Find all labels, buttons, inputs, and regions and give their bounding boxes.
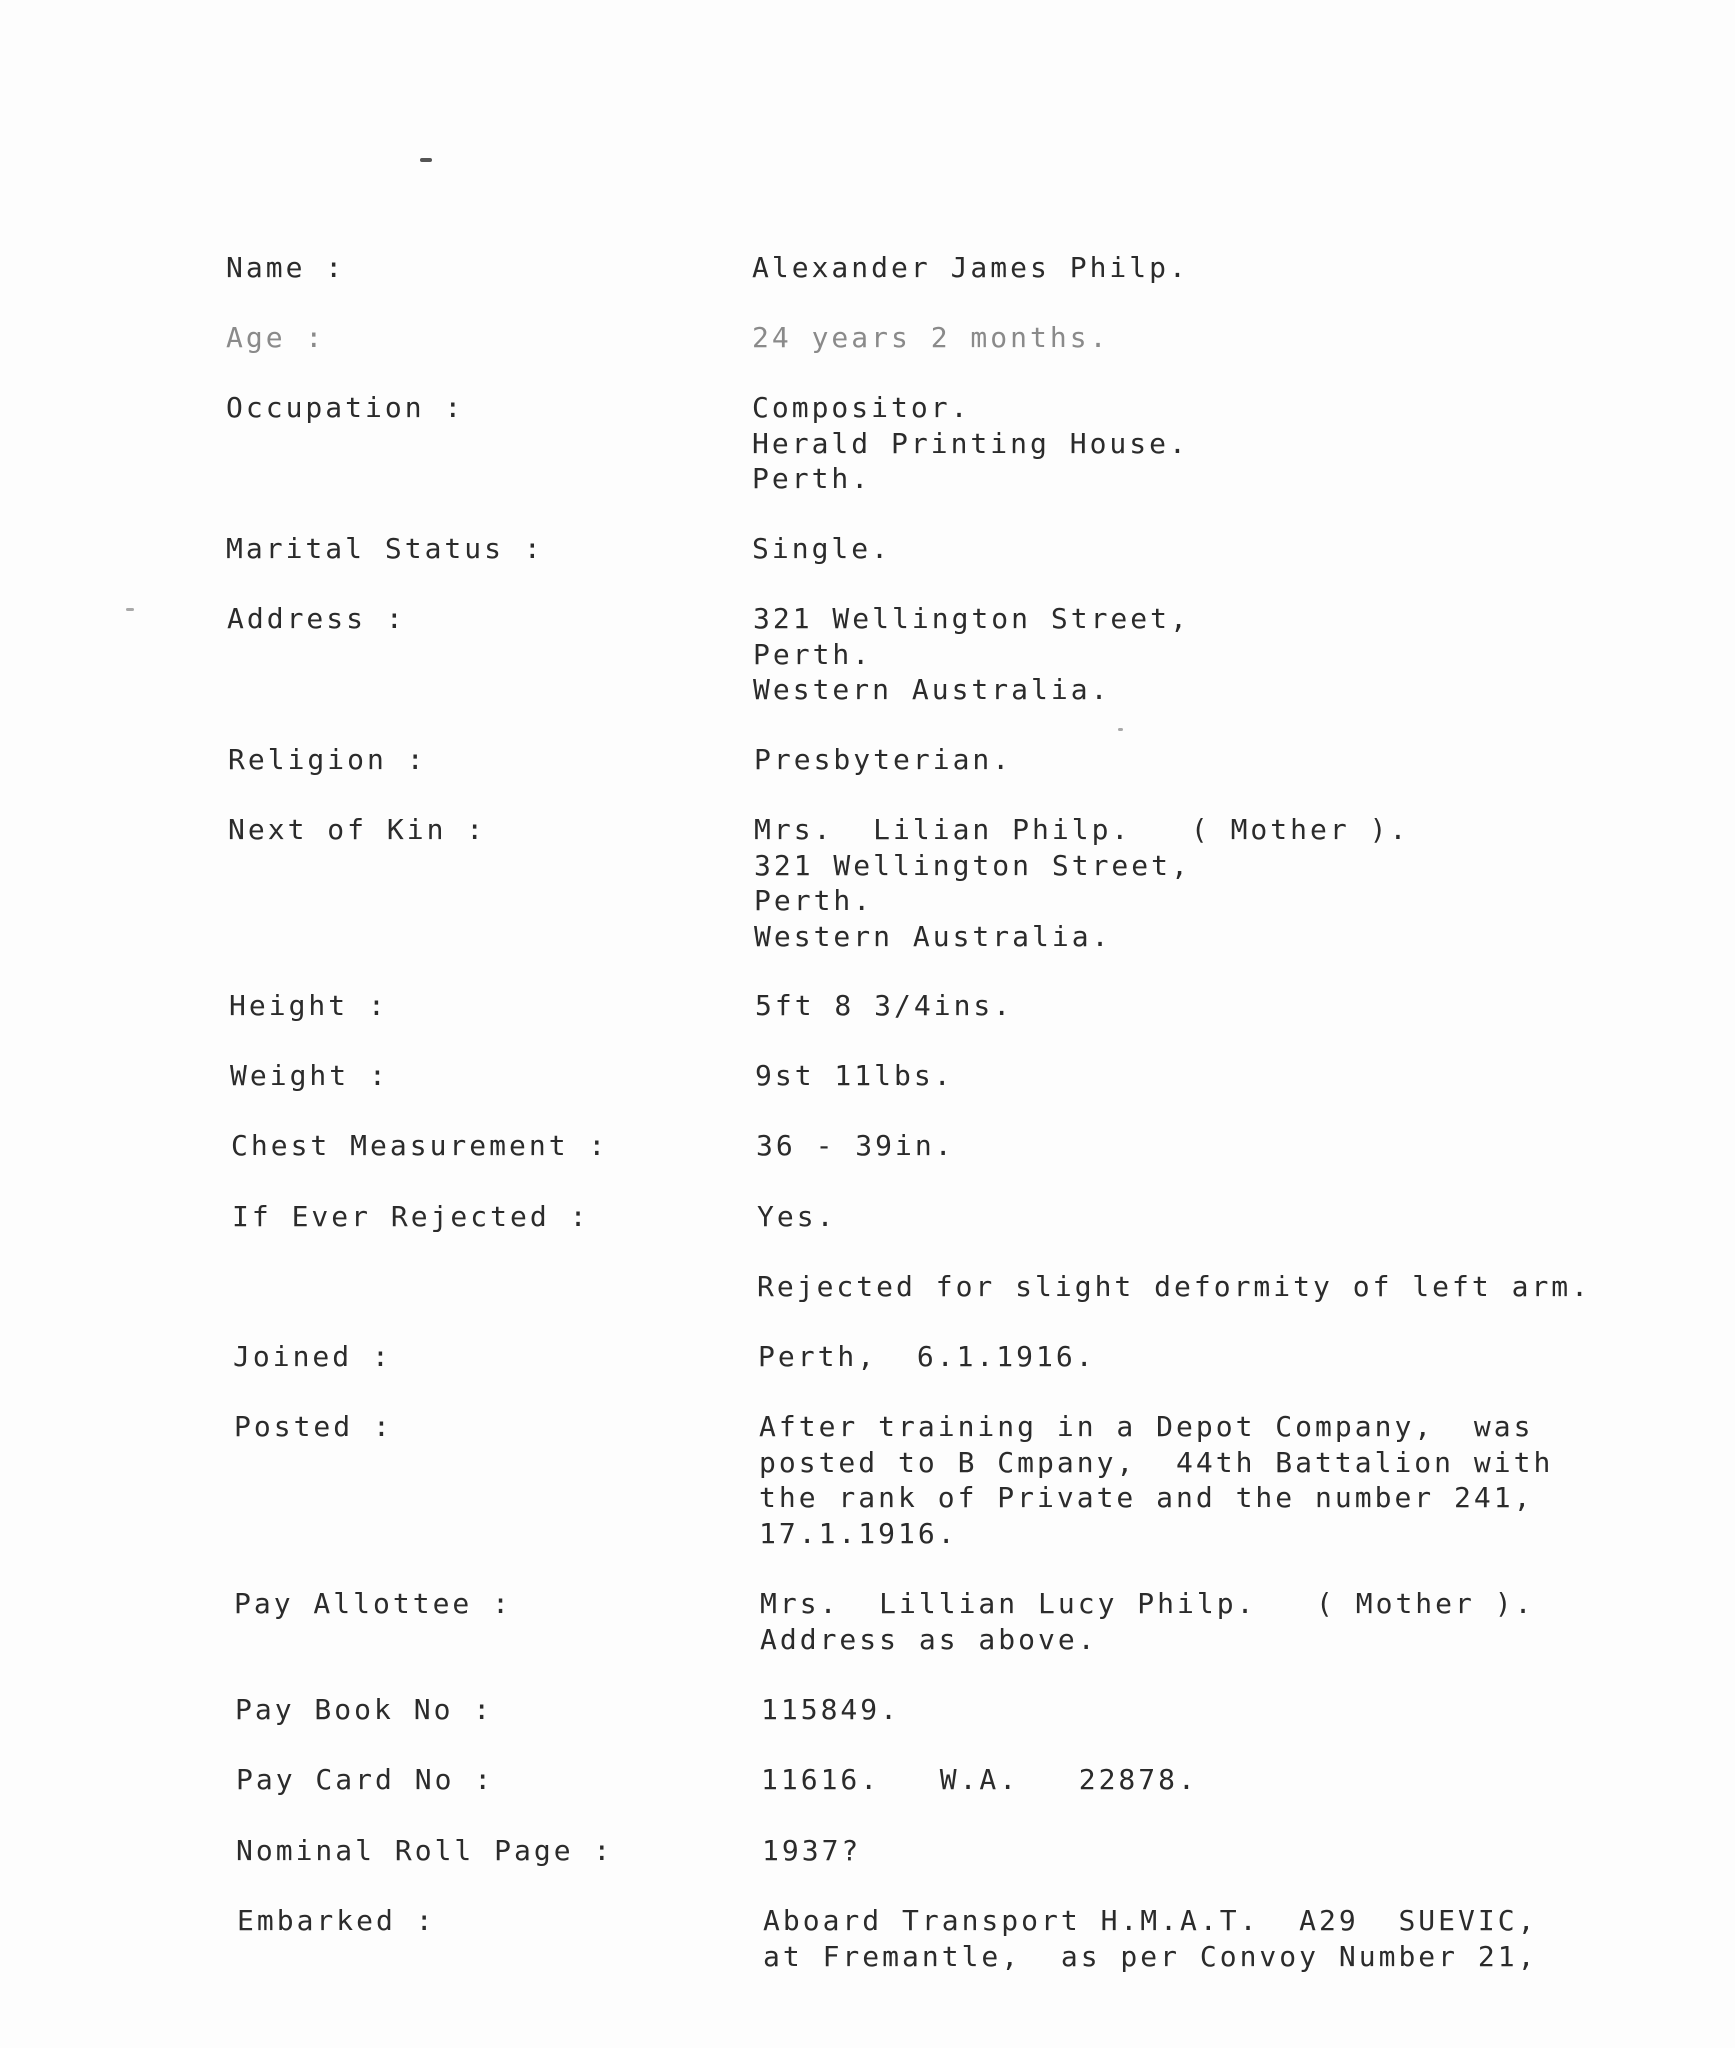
field-label: Nominal Roll Page : [236,1834,614,1867]
field-value-line: at Fremantle, as per Convoy Number 21, [763,1939,1538,1973]
field-value-line: 321 Wellington Street, [754,848,1191,882]
field-value [752,390,1189,497]
field-value-line: Western Australia. [754,919,1112,953]
field-label: Name : [226,251,346,284]
field-value [758,1339,1096,1375]
field-value [759,1409,1553,1551]
field-label: Address : [227,602,406,635]
field-value [757,1269,1591,1305]
field-label: Pay Book No : [235,1693,494,1726]
scan-speck [126,608,134,611]
scan-speck [420,158,432,162]
field-value-line: Mrs. Lilian Philp. ( Mother ). [754,813,1410,846]
field-value [762,1833,861,1869]
field-value-line: 9st 11lbs. [755,1059,954,1092]
field-label: If Ever Rejected : [232,1200,590,1233]
field-value [753,601,1190,708]
field-label: Posted : [234,1410,393,1443]
field-value [756,1128,955,1164]
field-value-line: Perth. [753,637,873,671]
field-value-line: 321 Wellington Street, [753,602,1190,635]
field-label: Religion : [228,743,427,776]
field-value-line: Rejected for slight deformity of left arm. [757,1270,1592,1303]
field-value-line: Aboard Transport H.M.A.T. A29 SUEVIC, [763,1904,1538,1937]
field-label: Age : [226,321,326,354]
field-label: Pay Allottee : [234,1587,513,1620]
field-value [763,1903,1537,1974]
field-label: Occupation : [226,391,465,424]
field-value-line: Presbyterian. [754,743,1013,776]
field-value-line: Perth. [752,462,872,495]
field-label: Next of Kin : [228,813,487,846]
field-value-line: Yes. [757,1200,837,1233]
field-label: Joined : [233,1340,392,1373]
field-value [757,1199,836,1235]
field-value-line: Alexander James Philp. [752,251,1189,284]
field-value-line: Single. [752,532,892,565]
field-label: Embarked : [237,1904,436,1937]
field-value-line: After training in a Depot Company, was [759,1410,1534,1443]
field-label: Height : [229,989,388,1022]
field-value-line: Address as above. [760,1622,1098,1656]
field-value-line: the rank of Private and the number 241, [759,1481,1534,1514]
scan-speck [1118,728,1123,731]
field-value [754,812,1409,954]
field-value-line: posted to B Cmpany, 44th Battalion with [759,1445,1554,1479]
field-value-line: Compositor. [752,391,971,424]
field-value-line: Perth, 6.1.1916. [758,1340,1096,1373]
field-value [754,742,1012,778]
field-value-line: 36 - 39in. [756,1129,955,1162]
field-value [760,1586,1534,1657]
field-value-line: Herald Printing House. [752,426,1189,460]
field-value-line: 115849. [761,1693,901,1726]
field-value-line: 11616. W.A. 22878. [761,1763,1198,1796]
field-value [752,250,1189,286]
field-value [752,531,891,567]
field-value [755,988,1013,1024]
field-value-line: 17.1.1916. [759,1516,958,1550]
field-value-line: Western Australia. [753,673,1111,706]
field-value-line: 5ft 8 3/4ins. [755,989,1014,1022]
field-value-line: Mrs. Lillian Lucy Philp. ( Mother ). [760,1587,1535,1620]
field-value-line: 24 years 2 months. [752,321,1110,354]
field-value [761,1692,900,1728]
field-label: Chest Measurement : [231,1129,609,1162]
field-value [761,1762,1198,1798]
field-value-line: Perth. [754,884,874,917]
field-value [752,320,1109,356]
field-label: Marital Status : [226,532,544,565]
field-value-line: 1937? [762,1834,862,1867]
field-value [755,1058,954,1094]
field-label: Weight : [230,1059,389,1092]
field-label: Pay Card No : [236,1763,495,1796]
